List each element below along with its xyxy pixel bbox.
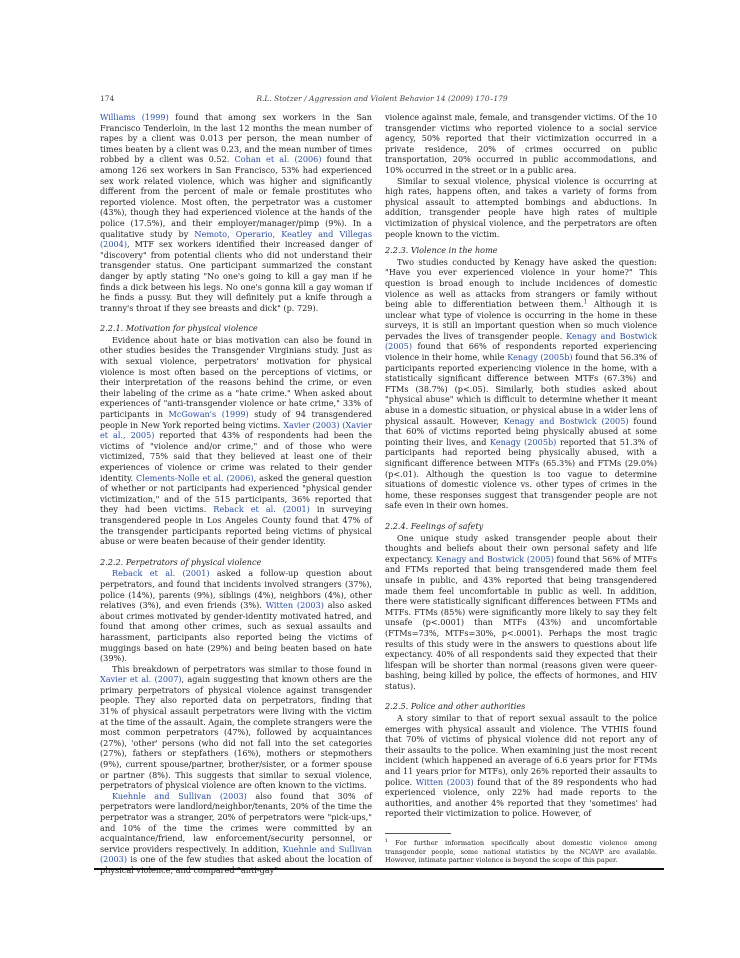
citation-link[interactable]: Kuehnle and Sullivan (2003) — [100, 843, 372, 865]
citation-link[interactable]: Cohan et al. (2006) — [234, 154, 322, 165]
citation-link[interactable]: McGowan's (1999) — [168, 409, 249, 420]
section-heading-2-2-5: 2.2.5. Police and other authorities — [385, 701, 526, 712]
citation-link[interactable]: Reback et al. (2001) — [213, 504, 310, 515]
paragraph: Similar to sexual violence, physical violence is occurring at high rates, happens often, and takes a variety of forms from physical assault to attempted bombings and abductions. In addition, transgender people have high rates of multiple victimization of physical violence, and the perpetrators are often people known to the victim. — [385, 175, 657, 239]
footnote-marker[interactable]: 1 — [583, 298, 588, 306]
page-bottom-rule — [94, 868, 664, 870]
left-column — [100, 112, 372, 876]
paragraph: Reback et al. (2001) asked a follow-up question about perpetrators, and found that incidents involved strangers (37%), police (14%), parents (9%), siblings (4%), neighbors (4%), other relatives (3%), and even friends (3%). Witten (2003) also asked about crimes motivated by gender-identity motivated hatred, and found that among other crimes, such as sexual assaults and harassment, participants also reported being the victims of muggings based on hate (29%) and being beaten based on hate (39%). — [100, 568, 372, 664]
running-title: R.L. Stotzer / Aggression and Violent Behavior 14 (2009) 170–179 — [256, 94, 508, 103]
footnote: $^1$ For further information specifically about domestic violence among transgender people, some national statistics by the NCAVP are available. However, intimate partner violence is beyond the scope of this paper. — [385, 837, 657, 864]
section-heading-2-2-2: 2.2.2. Perpetrators of physical violence — [100, 556, 262, 567]
citation-link[interactable]: Kenagy and Bostwick (2005) — [385, 330, 657, 352]
citation-link[interactable]: Witten (2003) — [265, 600, 324, 611]
citation-link[interactable]: Clements-Nolle et al. (2006) — [136, 472, 254, 483]
citation-link[interactable]: Kuehnle and Sullivan (2003) — [112, 790, 247, 801]
section-heading-2-2-3: 2.2.3. Violence in the home — [385, 245, 498, 256]
page-header — [100, 94, 664, 104]
paragraph: Williams (1999) found that among sex workers in the San Francisco Tenderloin, in the last 12 months the mean number of rapes by a client was 0.013 per person, the mean number of times beaten by a client was 0.23, and the mean number of times robbed by a client was 0.52. Cohan et al. (2006) found that among 126 sex workers in San Francisco, 53% had experienced sex work related violence, which was higher and significantly different from the percent of male or female prostitutes who reported violence. Most often, the perpetrator was a customer (43%), though they had experienced violence at the hands of the police (17.5%), and their employer/manager/pimp (9%). In a qualitative study by Nemoto, Operario, Keatley and Villegas (2004), MTF sex workers identified their increased danger of "discovery" from potential clients who did not understand their transgender status. One participant summarized the constant danger by aptly stating "No one's going to kill a gay man if he finds a dick between his legs. No one's gonna kill a gay woman if he finds a pussy. But they will definitely put a knife through a tranny's throat if they see breasts and dick" (p. 729). — [100, 112, 372, 313]
citation-link[interactable]: Kenagy (2005b) — [507, 352, 573, 363]
citation-link[interactable]: Nemoto, Operario, Keatley and Villegas (2004) — [100, 228, 372, 250]
citation-link[interactable]: Xavier et al. (2007) — [100, 674, 182, 685]
citation-link[interactable]: Kenagy and Bostwick (2005) — [503, 415, 629, 426]
right-column — [385, 112, 657, 865]
citation-link[interactable]: Witten (2003) — [415, 776, 474, 787]
footnote-number: 1 — [385, 837, 389, 844]
footnote-divider — [385, 833, 451, 834]
citation-link[interactable]: Kenagy and Bostwick (2005) — [435, 553, 554, 564]
section-heading-2-2-4: 2.2.4. Feelings of safety — [385, 520, 484, 531]
paragraph: This breakdown of perpetrators was similar to those found in Xavier et al. (2007), again suggesting that known others are the primary perpetrators of physical violence against transgender people. They also reported data on perpetrators, finding that 31% of physical assault perpetrators were living with the victim at the time of the assault. Again, the complete strangers were the most common perpetrators (47%), followed by acquaintances (27%), 'other' persons (who did not fall into the set categories (27%), fathers or stepfathers (16%), mothers or stepmothers (9%), current spouse/partner, brother/sister, or a former spouse or partner (8%). This suggests that similar to sexual violence, perpetrators of physical violence are often known to the victims. — [100, 663, 372, 791]
citation-link[interactable]: Kenagy (2005b) — [490, 436, 557, 447]
paragraph: A story similar to that of report sexual assault to the police emerges with physical assault and violence. The VTHIS found that 70% of victims of physical violence did not report any of their assaults to the police. When examining just the most recent incident (which happened an average of 6.6 years prior for FTMs and 11 years prior for MTFs), only 26% reported their assaults to police. Witten (2003) found that of the 89 respondents who had experienced violence, only 22% had made reports to the authorities, and another 4% reported that they 'sometimes' had reported their victimization to police. However, of — [385, 713, 657, 819]
citation-link[interactable]: Williams (1999) — [100, 112, 169, 122]
paragraph: Two studies conducted by Kenagy have asked the question: "Have you ever experienced violence in your home?" This question is broad enough to include incidences of domestic violence as well as attacks from strangers or family without being able to differentiation between them.$^1$ Although it is unclear what type of violence is occurring in the home in these surveys, it is still an important question when so much violence pervades the lives of transgender people. Kenagy and Bostwick (2005) found that 66% of respondents reported experiencing violence in their home, while Kenagy (2005b) found that 56.3% of participants reported experiencing violence in the home, with a statistically significant difference between MTFs (67.3%) and FTMs (38.7%) (p<.05). Similarly, both studies asked about "physical abuse" which is difficult to determine whether it meant abuse in a domestic situation, or physical abuse in a wider lens of physical assault. However, Kenagy and Bostwick (2005) found that 60% of victims reported being physically abused at some pointing their lives, and Kenagy (2005b) reported that 51.3% of participants had reported being physically abused, with a significant difference between MTFs (65.3%) and FTMs (29.0%) (p<.01). Although the question is too vague to determine situations of domestic violence vs. other types of crimes in the home, these responses suggest that transgender people are not safe even in their own homes. — [385, 256, 657, 511]
paragraph: Kuehnle and Sullivan (2003) also found that 30% of perpetrators were landlord/neighbor/tenants, 20% of the time the perpetrator was a stranger, 20% of perpetrators were "pick-ups," and 10% of the time the crimes were committed by an acquaintance/friend, law enforcement/security personnel, or service providers respectively. In addition, Kuehnle and Sullivan (2003) is one of the few studies that asked about the location of physical violence, and compared "anti-gay" — [100, 790, 372, 875]
citation-link[interactable]: Reback et al. (2001) — [112, 568, 210, 579]
paragraph: One unique study asked transgender people about their thoughts and beliefs about their own personal safety and life expectancy. Kenagy and Bostwick (2005) found that 56% of MTFs and FTMs reported that being transgendered made them feel unsafe in public, and 43% reported that being transgendered made them feel uncomfortable in public as well. In addition, there were statistically significant differences between FTMs and MTFs. FTMs (85%) were significantly more likely to say they felt unsafe (p<.0001) than MTFs (43%) and uncomfortable (FTMs=73%, MTFs=30%, p<.0001). Perhaps the most tragic results of this study were in the answers to questions about life expectancy. 40% of all respondents said they expected that their lifespan will be shorter than normal (reasons given were queer-bashing, being killed by police, the effects of hormones, and HIV status). — [385, 532, 657, 691]
page-number: 174 — [100, 94, 115, 103]
paragraph: violence against male, female, and transgender victims. Of the 10 transgender victims who reported violence to a social service agency, 50% reported that their victimization occurred in a private residence, 20% of crimes occurred on public transportation, 20% occurred in public accommodations, and 10% occurred in the street or in a public area. — [385, 112, 657, 175]
paragraph: Evidence about hate or bias motivation can also be found in other studies besides the Transgender Virginians study. Just as with sexual violence, perpetrators' motivation for physical violence is most often based on the perceptions of victims, or their interpretation of the reasons behind the crime, or even their labeling of the crime as a "hate crime." When asked about experiences of "anti-transgender violence or hate crime," 33% of participants in McGowan's (1999) study of 94 transgendered people in New York reported being victims. Xavier (2003) (Xavier et al., 2005) reported that 43% of respondents had been the victims of "violence and/or crime," and of those who were victimized, 75% said that they believed at least one of their experiences of violence or crime was related to their gender identity. Clements-Nolle et al. (2006), asked the general question of whether or not participants had experienced "physical gender victimization," and of the 515 participants, 36% reported that they had been victims. Reback et al. (2001) in surveying transgendered people in Los Angeles County found that 47% of the transgender participants reported being victims of physical abuse or were beaten because of their gender identity. — [100, 334, 372, 547]
citation-link[interactable]: Xavier (2003) (Xavier et al., 2005) — [100, 419, 372, 441]
section-heading-2-2-1: 2.2.1. Motivation for physical violence — [100, 323, 258, 334]
